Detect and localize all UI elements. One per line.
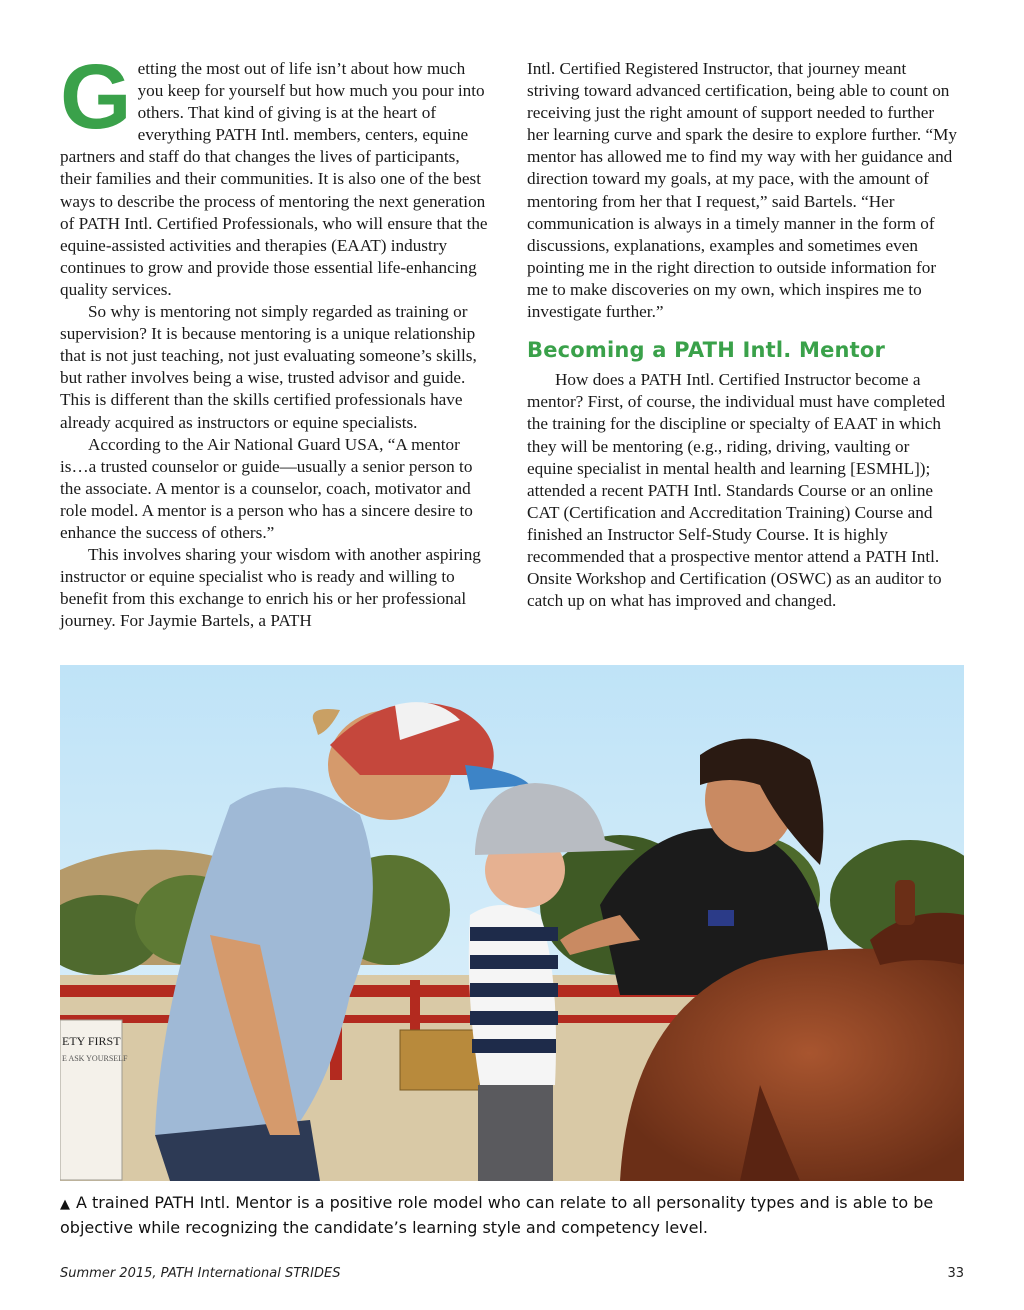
photo-caption <box>60 1191 964 1239</box>
sign-heading: ETY FIRST <box>62 1034 121 1048</box>
body-paragraph: Intl. Certified Registered Instructor, that journey meant striving toward advanced certification, being able to count on receiving just the right amount of support needed to further her learning curve and spark the desire to explore further. “My mentor has allowed me to find my way with her guidance and direction toward my goals, at my pace, with the amount of mentoring from her that I request,” said Bartels. “Her communication is always in a timely manner in the form of discussions, explanations, examples and sometimes even pointing me in the right direction to outside information for me to make discoveries on my own, which inspires me to investigate further.” <box>527 59 957 322</box>
intro-paragraph-text: etting the most out of life isn’t about how much you keep for yourself but how much you pour into others. That kind of giving is at the heart of everything PATH Intl. members, centers, equine partners and staff do that changes the lives of participants, their families and their communities. It is also one of the best ways to describe the process of mentoring the next generation of PATH Intl. Certified Professionals, who will ensure that the equine-assisted activities and therapies (EAAT) industry continues to grow and provide those essential life-enhancing quality services. <box>60 59 488 299</box>
caption-triangle-icon: ▲ <box>60 1197 70 1212</box>
drop-cap: G <box>60 46 132 148</box>
body-paragraph: How does a PATH Intl. Certified Instructor become a mentor? First, of course, the individual must have completed the training for the discipline or specialty of EAAT in which they will be mentoring (e.g., riding, driving, vaulting or equine specialist in mental health and learning [ESMHL]); attended a recent PATH Intl. Standards Course or an online CAT (Certification and Accreditation Training) Course and finished an Instructor Self-Study Course. It is highly recommended that a prospective mentor attend a PATH Intl. Onsite Workshop and Certification (OSWC) as an auditor to catch up on what has improved and changed. <box>527 370 946 611</box>
intro-paragraph <box>60 46 492 301</box>
body-paragraph: This involves sharing your wisdom with another aspiring instructor or equine specialist who is ready and willing to benefit from this exchange to enrich his or her professional journey. For Jaymie Bartels, a PATH <box>60 545 481 631</box>
body-paragraph: So why is mentoring not simply regarded as training or supervision? It is because mentoring is a unique relationship that is not just teaching, not just evaluating someone’s skills, but rather involves being a wise, trusted advisor and guide. This is different than the skills certified professionals have already acquired as instructors or equine specialists. <box>60 302 477 432</box>
sign-subline: E ASK YOURSELF <box>62 1054 128 1063</box>
mentor-photo-illustration <box>60 665 964 1181</box>
article-column-left <box>60 46 492 632</box>
body-paragraph: According to the Air National Guard USA, “A mentor is…a trusted counselor or guide—usually a senior person to the associate. A mentor is a counselor, coach, motivator and role model. A mentor is a person who has a sincere desire to enhance the success of others.” <box>60 434 473 542</box>
article-photo <box>60 665 964 1181</box>
article-column-right <box>527 58 959 612</box>
footer-issue: Summer 2015, PATH International STRIDES <box>60 1266 341 1281</box>
page-number: 33 <box>947 1266 964 1281</box>
caption-text: A trained PATH Intl. Mentor is a positive role model who can relate to all personality types and is able to be objective while recognizing the candidate’s learning style and competency level. <box>60 1193 934 1237</box>
section-heading: Becoming a PATH Intl. Mentor <box>527 338 886 363</box>
